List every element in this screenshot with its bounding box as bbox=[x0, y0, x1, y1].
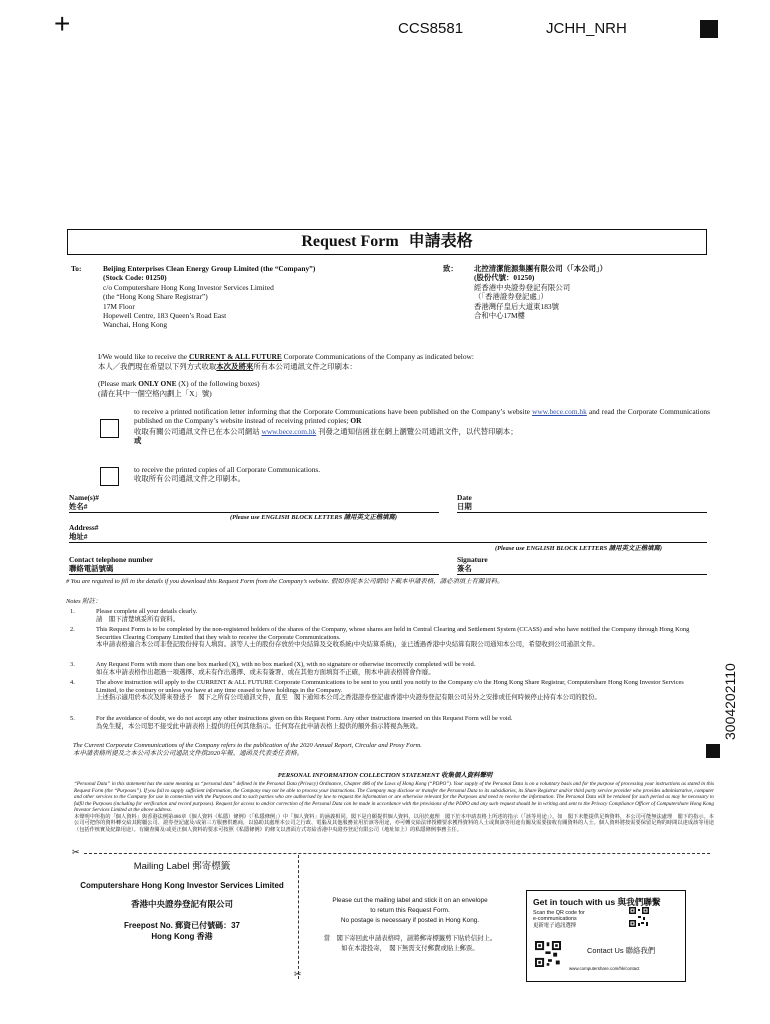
note-item bbox=[70, 661, 710, 677]
note-number: 4. bbox=[70, 679, 75, 686]
option-2-checkbox[interactable] bbox=[100, 467, 119, 486]
notes-heading: Notes 附註： bbox=[66, 598, 102, 605]
scissors-icon: ✂ bbox=[72, 847, 80, 857]
option-1-zh bbox=[134, 427, 710, 436]
mark-text: (Please mark bbox=[98, 379, 139, 388]
note-en: Please complete all your details clearly. bbox=[96, 608, 198, 615]
scissors-icon: ✂ bbox=[294, 969, 302, 979]
note-en: The above instruction will apply to the CURRENT & ALL FUTURE Corporate Communications to be sent to you until you notify to the Company c/o the Hong Kong Share Registrar, Computershare Hong Kong Investor Services Limited, to the contrary or unless you have at any time ceased to have holdings in the Company. bbox=[96, 679, 684, 694]
note-en: For the avoidance of doubt, we do not accept any other instructions given on this Request Form. Any other instructions inserted on this Request Form will be void. bbox=[96, 715, 513, 722]
address-line: 17M Floor bbox=[103, 301, 135, 311]
address-line-zh: （「香港證券登記處」） bbox=[474, 292, 548, 302]
note-item bbox=[70, 679, 710, 713]
intro-zh bbox=[98, 362, 708, 371]
instruction-line-zh: 如在本港投寄， 閣下無需支付郵費或貼上郵票。 bbox=[341, 945, 479, 952]
instruction-line-zh: 當 閣下寄回此申請表格時，請將郵寄標籤剪下貼於信封上。 bbox=[323, 935, 497, 942]
name-input-line[interactable] bbox=[69, 512, 439, 513]
mailing-recipient: Computershare Hong Kong Investor Services Limited bbox=[80, 881, 284, 890]
note-zh: 為免生疑，本公司恕不接受此申請表格上提供的任何其他指示。任何寫在此申請表格上提供的額外指示將視為無效。 bbox=[96, 722, 422, 730]
address-label-zh: 地址# bbox=[69, 532, 88, 541]
contact-url[interactable]: www.computershare.com/hk/contact bbox=[569, 966, 640, 971]
mailing-city: Hong Kong 香港 bbox=[151, 932, 213, 941]
note-item bbox=[70, 608, 710, 624]
address-line: Hopewell Centre, 183 Queen’s Road East bbox=[103, 311, 227, 321]
contact-line: e-communications bbox=[533, 916, 577, 923]
signature-input-line[interactable] bbox=[457, 574, 707, 575]
form-code: CCS8581 bbox=[398, 20, 464, 37]
contact-box bbox=[526, 890, 686, 982]
signature-label-en: Signature bbox=[457, 555, 488, 564]
address-line: c/o Computershare Hong Kong Investor Services Limited bbox=[103, 282, 274, 292]
option-1-zh-text: 刊發之通知信函並在網上瀏覽公司通訊文件，以代替印刷本； bbox=[316, 426, 518, 436]
option-1-text bbox=[134, 407, 710, 446]
date-label bbox=[457, 493, 472, 511]
job-code: JCHH_NRH bbox=[546, 20, 627, 37]
option-2-zh: 收取所有公司通訊文件之印刷本。 bbox=[134, 474, 245, 484]
note-en: This Request Form is to be completed by the non-registered holders of the shares of the Company, whose shares are held in Central Clearing and Settlement System (CCASS) and who have notified the Company through Hong Kong Securities Clearing Company Limited that they wish to receive the Corporate Communications. bbox=[96, 626, 690, 641]
note-zh: 本申請表格適合本公司非登記股份持有人填寫。該等人士的股份存放於中央結算及交收系統(中央結算系統)，並已透過香港中央結算有限公司通知本公司，希望收到公司通訊文件。 bbox=[96, 641, 599, 649]
block-letters-note: (Please use ENGLISH BLOCK LETTERS 請用英文正楷填寫) bbox=[230, 514, 398, 521]
phone-input-line[interactable] bbox=[69, 574, 439, 575]
note-number: 1. bbox=[70, 608, 75, 615]
to-label-zh: 致： bbox=[443, 264, 458, 273]
date-label-en: Date bbox=[457, 493, 472, 502]
option-1-en-cont: and read the Corporate Communications published on the Company’s website instead of receiving printed copies; bbox=[134, 407, 710, 426]
return-instructions bbox=[305, 896, 515, 954]
pics-body bbox=[74, 781, 714, 833]
contact-line: Scan the QR code for bbox=[533, 910, 585, 916]
note-number: 3. bbox=[70, 661, 75, 668]
note-number: 2. bbox=[70, 626, 75, 633]
address-line: (the “Hong Kong Share Registrar”) bbox=[103, 292, 208, 302]
pics-zh: 本聲明中所指的「個人資料」與香港法例第486章《個人資料（私隱）條例》（「私隱條例」）中「個人資料」的涵義相同。閣下是自願提供個人資料，以用於處理 閣下於本申請表格上所述的指示（「該等用途」）。如 閣下未能提供足夠資料，本公司可能無法處理 閣下的指示。本公司可把你的資料轉交給其附屬公司、證券登記處及/或第三方服務供應商，以協助其處理本公司之行政、電腦及其他服務並用於該等用途，亦可轉交給法律授權要求獲得資料的人士或與該等用途有關及需要接收有關資料的人士。個人資料將按需要保留足夠的時間以達成該等用途（包括作核實及紀錄用途）。有關查閱及/或更正個人資料的要求可按照《私隱條例》的條文以書面方式寄給香港中央證券登記有限公司（地址如上）的私隱條例事務主任。 bbox=[74, 813, 714, 833]
name-label bbox=[69, 493, 99, 511]
note-item bbox=[70, 626, 710, 660]
intro-text: Corporate Communications of the Company as indicated below: bbox=[281, 352, 474, 361]
note-en: Any Request Form with more than one box marked (X), with no box marked (X), with no signature or otherwise incorrectly completed will be void. bbox=[96, 661, 476, 668]
intro-text-zh: 所有本公司通訊文件之印刷本： bbox=[253, 362, 357, 371]
mark-emphasis: ONLY ONE bbox=[138, 379, 177, 388]
date-input-line[interactable] bbox=[457, 512, 707, 513]
option-1-en: to receive a printed notification letter informing that the Corporate Communications have been published on the Company’s website bbox=[134, 407, 530, 416]
cut-line-vertical bbox=[298, 855, 299, 979]
intro-text: I/We would like to receive the bbox=[98, 352, 189, 361]
option-1-or: OR bbox=[350, 416, 362, 426]
instruction-line: to return this Request Form. bbox=[370, 907, 450, 914]
registration-block bbox=[700, 20, 718, 38]
address-line-zh: 經香港中央證券登記有限公司 bbox=[474, 282, 571, 292]
cut-line bbox=[84, 853, 710, 854]
address-line-zh: 香港灣仔皇后大道東183號 bbox=[474, 301, 559, 311]
signature-label-zh: 簽名 bbox=[457, 564, 472, 573]
mark-instruction-en bbox=[98, 379, 260, 388]
company-name-zh: 北控清潔能源集團有限公司（「本公司」） bbox=[474, 264, 608, 273]
name-label-en: Name(s)# bbox=[69, 493, 99, 502]
circular-en: The Current Corporate Communications of the Company refers to the publication of the 2020 Annual Report, Circular and Proxy Form. bbox=[73, 742, 422, 749]
note-zh: 請 閣下清楚填妥所有資料。 bbox=[96, 615, 180, 623]
mark-instruction-zh: (請在其中一個空格內劃上「X」號) bbox=[98, 389, 212, 398]
address-input-line[interactable] bbox=[69, 542, 707, 543]
option-1-zh-text: 收取有關公司通訊文件已在本公司網站 bbox=[134, 426, 262, 436]
mailing-recipient-zh: 香港中央證券登記有限公司 bbox=[130, 899, 233, 909]
address-line-zh: 合和中心17M樓 bbox=[474, 311, 525, 321]
contact-line: 更新電子通訊選擇 bbox=[533, 922, 577, 929]
company-website-link-zh[interactable]: www.bece.com.hk bbox=[261, 426, 317, 436]
phone-label-en: Contact telephone number bbox=[69, 555, 154, 564]
intro-emphasis-zh: 本次及將來 bbox=[216, 362, 254, 371]
phone-label-zh: 聯絡電話號碼 bbox=[69, 564, 114, 573]
option-1-checkbox[interactable] bbox=[100, 419, 119, 438]
stock-code-en: (Stock Code: 01250) bbox=[103, 273, 167, 283]
instruction-line: Please cut the mailing label and stick it on an envelope bbox=[332, 897, 488, 904]
title-en: Request Form bbox=[301, 233, 399, 250]
date-label-zh: 日期 bbox=[457, 502, 472, 511]
mark-text: (X) of the following boxes) bbox=[176, 379, 260, 388]
mailing-label bbox=[70, 860, 294, 942]
to-label: To: bbox=[71, 264, 82, 273]
addressee-en bbox=[103, 264, 403, 330]
name-label-zh: 姓名# bbox=[69, 502, 88, 511]
company-website-link[interactable]: www.bece.com.hk bbox=[532, 407, 587, 416]
circular-zh: 本申請表格所提及之本公司本次公司通訊文件指2020年報、通函及代表委任表格。 bbox=[73, 750, 304, 757]
side-code bbox=[722, 663, 738, 740]
note-number: 5. bbox=[70, 715, 75, 722]
instruction-line: No postage is necessary if posted in Hong Kong. bbox=[340, 917, 480, 924]
note-zh: 如在本申請表格作出超過一項選擇、或未有作出選擇、或未有簽署、或在其他方面填寫不正確，則本申請表格將會作廢。 bbox=[96, 668, 435, 676]
mailing-title: Mailing Label 郵寄標籤 bbox=[133, 861, 231, 872]
company-name-en: Beijing Enterprises Clean Energy Group Limited (the “Company”) bbox=[103, 264, 316, 273]
intro-en bbox=[98, 352, 708, 361]
pics-en: “Personal Data” in this statement has the same meaning as “personal data” defined in the Personal Data (Privacy) Ordinance, Chapter 486 of the Laws of Hong Kong (“PDPO”). Your supply of the Personal Data is on a voluntary basis and for the purpose of processing your instructions as stated in this Request Form (the “Purposes”). If you fail to supply sufficient information, the Company may not be able to process your instructions. The Company may disclose or transfer the Personal Data to its subsidiaries, its Share Registrar and/or third party service provider who provides administrative, computer and other services to the Company for use in connection with the Purposes and to such parties who are authorised by law to request the information or are otherwise relevant for the Purposes and need to receive the information. The Personal Data will be retained for such period as may be necessary to fulfil the Purposes (including for verification and record purposes). Request for access to and/or correction of the Personal Data can be made in accordance with the provisions of the PDPO and any such request should be in writing and sent to the Privacy Compliance Officer of Computershare Hong Kong Investor Services Limited at the above address. bbox=[74, 781, 714, 813]
address-line: Wanchai, Hong Kong bbox=[103, 320, 168, 330]
stock-code-zh: (股份代號：01250) bbox=[474, 273, 535, 283]
phone-label bbox=[69, 555, 153, 573]
signature-label bbox=[457, 555, 488, 573]
option-1-or-zh: 或 bbox=[134, 436, 142, 446]
pics-heading: PERSONAL INFORMATION COLLECTION STATEMENT 收集個人資料聲明 bbox=[277, 772, 493, 779]
side-block bbox=[706, 744, 720, 758]
title-zh: 申請表格 bbox=[408, 233, 473, 250]
intro-emphasis: CURRENT & ALL FUTURE bbox=[188, 352, 282, 361]
address-label-en: Address# bbox=[69, 523, 99, 532]
option-2-en: to receive the printed copies of all Corporate Communications. bbox=[134, 465, 321, 474]
qr-code-icon[interactable] bbox=[629, 907, 649, 927]
download-note: # You are required to fill in the details if you download this Request Form from the Company’s website. 假如你從本公司網站下載本申請表格，請必須填上有關資料。 bbox=[66, 578, 504, 585]
address-label bbox=[69, 523, 98, 541]
option-2-text bbox=[134, 465, 710, 484]
current-communications-note bbox=[73, 742, 713, 758]
side-code-text: 3004202110 bbox=[722, 663, 738, 740]
qr-code-icon[interactable] bbox=[535, 941, 561, 967]
registration-cross: + bbox=[54, 8, 71, 39]
freepost-number: Freepost No. 郵資已付號碼：37 bbox=[123, 921, 240, 930]
addressee-zh bbox=[474, 264, 710, 320]
block-letters-note-2: (Please use ENGLISH BLOCK LETTERS 請用英文正楷填寫) bbox=[495, 545, 663, 552]
note-zh: 上述指示適用於本次及將來發送予 閣下之所有公司通訊文件，直至 閣下通知本公司之香港證券登記處香港中央證券登記有限公司另外之安排或任何時候停止持有本公司的股份。 bbox=[96, 694, 601, 702]
contact-us-button[interactable]: Contact Us 聯絡我們 bbox=[587, 946, 656, 955]
note-item bbox=[70, 715, 710, 733]
title-box bbox=[67, 229, 707, 255]
contact-lines bbox=[533, 910, 585, 929]
intro-text-zh: 本人／我們現在希望以下列方式收取 bbox=[98, 362, 217, 371]
contact-title: Get in touch with us 與我們聯繫 bbox=[533, 897, 661, 907]
